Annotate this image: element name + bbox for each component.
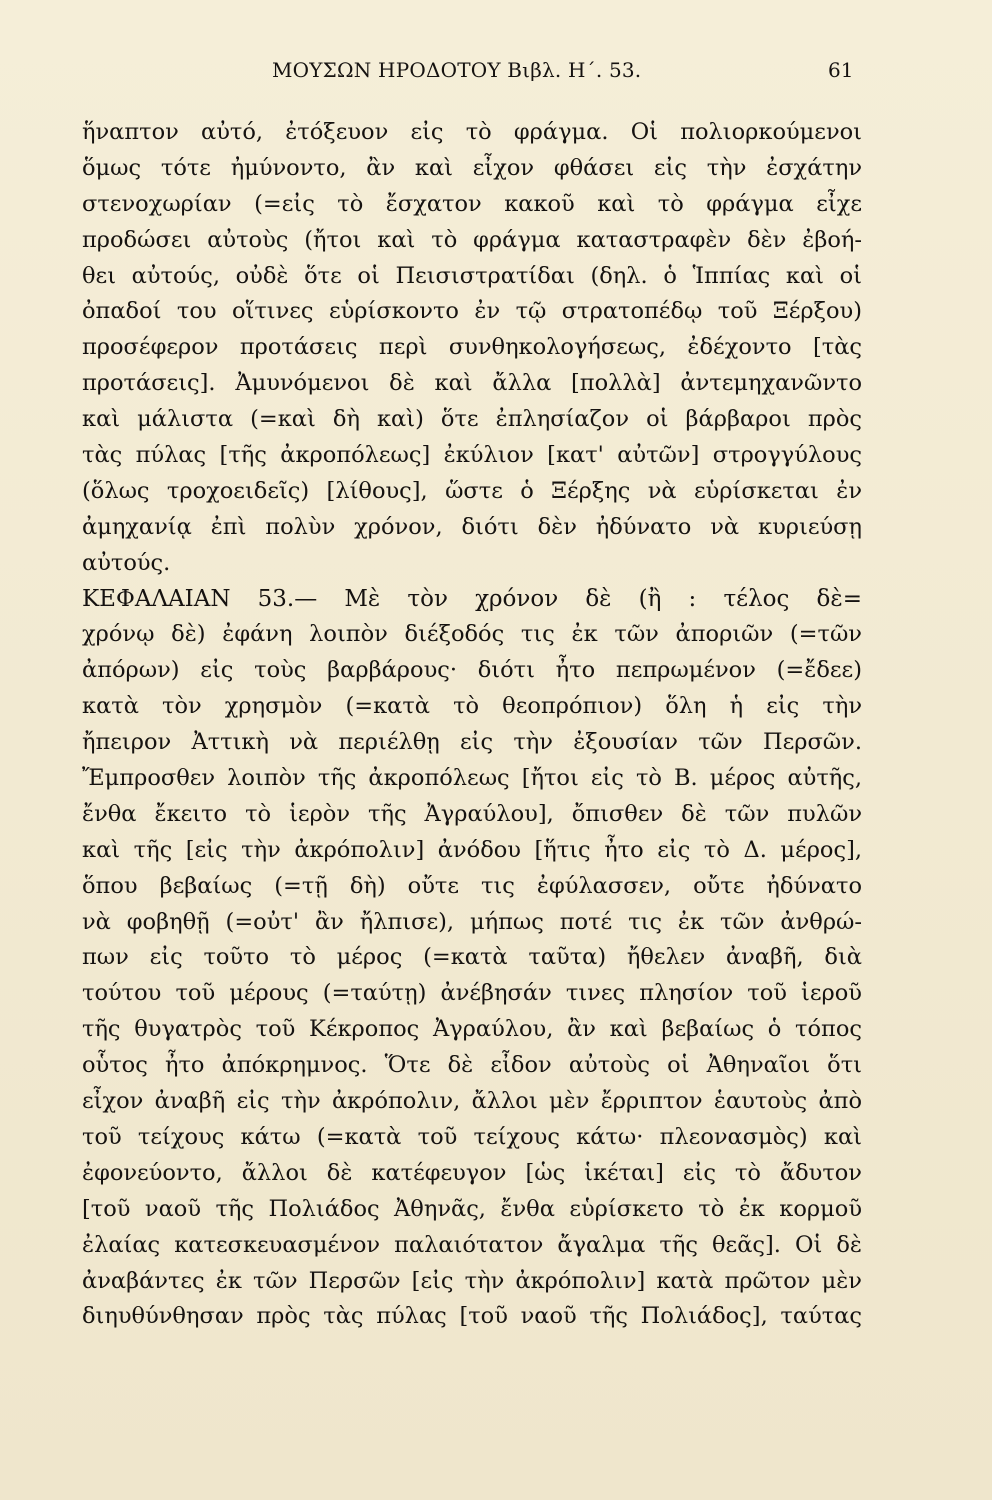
text-line: τὰς πύλας [τῆς ἀκροπόλεως] ἐκύλιον [κατ' αὐτῶν] στρογγύλους [82, 442, 862, 469]
text-line: [τοῦ ναοῦ τῆς Πολιάδος Ἀθηνᾶς, ἔνθα εὑρίσκετο τὸ ἐκ κορμοῦ [82, 1195, 862, 1222]
text-line: ἐφονεύοντο, ἄλλοι δὲ κατέφευγον [ὡς ἱκέται] εἰς τὸ ἄδυτον [82, 1159, 862, 1186]
running-title: ΜΟΥΣΩΝ ΗΡΟΔΟΤΟΥ Βιβλ. Η΄. 53. [272, 58, 642, 82]
text-line: οὗτος ἦτο ἀπόκρημνος. Ὅτε δὲ εἶδον αὐτοὺς οἱ Ἀθηναῖοι ὅτι [82, 1052, 862, 1079]
text-line: χρόνῳ δὲ) ἐφάνη λοιπὸν διέξοδός τις ἐκ τῶν ἀποριῶν (=τῶν [82, 621, 862, 648]
text-line: τῆς θυγατρὸς τοῦ Κέκροπος Ἀγραύλου, ἂν καὶ βεβαίως ὁ τόπος [82, 1016, 862, 1043]
text-line: ἥναπτον αὐτό, ἐτόξευον εἰς τὸ φράγμα. Οἱ πολιορκούμενοι [82, 119, 862, 145]
text-line: προτάσεις]. Ἀμυνόμενοι δὲ καὶ ἄλλα [πολλὰ] ἀντεμηχανῶντο [82, 370, 862, 397]
text-line: πων εἰς τοῦτο τὸ μέρος (=κατὰ ταῦτα) ἤθελεν ἀναβῆ, διὰ [82, 944, 862, 971]
text-line: ἤπειρον Ἀττικὴ νὰ περιέλθῃ εἰς τὴν ἐξουσίαν τῶν Περσῶν. [82, 729, 862, 756]
text-line: θει αὐτούς, οὐδὲ ὅτε οἱ Πεισιστρατίδαι (δηλ. ὁ Ἱππίας καὶ οἱ [82, 262, 862, 289]
text-line: Ἔμπροσθεν λοιπὸν τῆς ἀκροπόλεως [ἤτοι εἰς τὸ Β. μέρος αὐτῆς, [82, 765, 862, 792]
text-line: κατὰ τὸν χρησμὸν (=κατὰ τὸ θεοπρόπιον) ὅλη ἡ εἰς τὴν [82, 693, 862, 720]
text-line: ἀναβάντες ἐκ τῶν Περσῶν [εἰς τὴν ἀκρόπολιν] κατὰ πρῶτον μὲν [82, 1267, 862, 1294]
text-line: αὐτούς. [82, 549, 171, 576]
text-line: εἶχον ἀναβῆ εἰς τὴν ἀκρόπολιν, ἄλλοι μὲν ἔρριπτον ἑαυτοὺς ἀπὸ [82, 1088, 862, 1115]
text-line: προσέφερον προτάσεις περὶ συνθηκολογήσεως, ἐδέχοντο [τὰς [82, 334, 862, 361]
body-text [82, 115, 862, 1335]
text-line: τούτου τοῦ μέρους (=ταύτῃ) ἀνέβησάν τινες πλησίον τοῦ ἱεροῦ [82, 980, 862, 1007]
page-header [0, 58, 992, 88]
text-line: ὅμως τότε ἠμύνοντο, ἂν καὶ εἶχον φθάσει εἰς τὴν ἐσχάτην [82, 154, 862, 181]
text-line: ὅπου βεβαίως (=τῇ δὴ) οὔτε τις ἐφύλασσεν, οὔτε ἠδύνατο [82, 872, 862, 899]
page-number: 61 [828, 58, 854, 82]
text-line: ὀπαδοί του οἵτινες εὑρίσκοντο ἐν τῷ στρατοπέδῳ τοῦ Ξέρξου) [82, 298, 862, 325]
text-line: νὰ φοβηθῇ (=οὐτ' ἂν ἤλπισε), μήπως ποτέ τις ἐκ τῶν ἀνθρώ- [82, 908, 862, 935]
text-line: καὶ τῆς [εἰς τὴν ἀκρόπολιν] ἀνόδου [ἥτις ἦτο εἰς τὸ Δ. μέρος], [82, 836, 862, 863]
text-line: ἀπόρων) εἰς τοὺς βαρβάρους· διότι ἦτο πεπρωμένον (=ἔδεε) [82, 657, 862, 684]
text-line: τοῦ τείχους κάτω (=κατὰ τοῦ τείχους κάτω· πλεονασμὸς) καὶ [82, 1123, 862, 1150]
text-line: στενοχωρίαν (=εἰς τὸ ἔσχατον κακοῦ καὶ τὸ φράγμα εἶχε [82, 190, 862, 217]
text-line: ἔνθα ἔκειτο τὸ ἱερὸν τῆς Ἀγραύλου], ὄπισθεν δὲ τῶν πυλῶν [82, 800, 862, 827]
text-line: καὶ μάλιστα (=καὶ δὴ καὶ) ὅτε ἐπλησίαζον οἱ βάρβαροι πρὸς [82, 406, 862, 433]
text-line: ἐλαίας κατεσκευασμένον παλαιότατον ἄγαλμα τῆς θεᾶς]. Οἱ δὲ [82, 1231, 862, 1258]
text-line: προδώσει αὐτοὺς (ἤτοι καὶ τὸ φράγμα καταστραφὲν δὲν ἐβοή- [82, 226, 862, 253]
text-line: ἀμηχανίᾳ ἐπὶ πολὺν χρόνον, διότι δὲν ἠδύνατο νὰ κυριεύσῃ [82, 513, 862, 540]
text-line: διηυθύνθησαν πρὸς τὰς πύλας [τοῦ ναοῦ τῆς Πολιάδος], ταύτας [82, 1303, 862, 1330]
text-line: (ὅλως τροχοειδεῖς) [λίθους], ὥστε ὁ Ξέρξης νὰ εὑρίσκεται ἐν [82, 477, 862, 504]
chapter-heading-line: ΚΕΦΑΛΑΙΑΝ 53.— Μὲ τὸν χρόνον δὲ (ἢ : τέλος δὲ= [82, 585, 862, 612]
